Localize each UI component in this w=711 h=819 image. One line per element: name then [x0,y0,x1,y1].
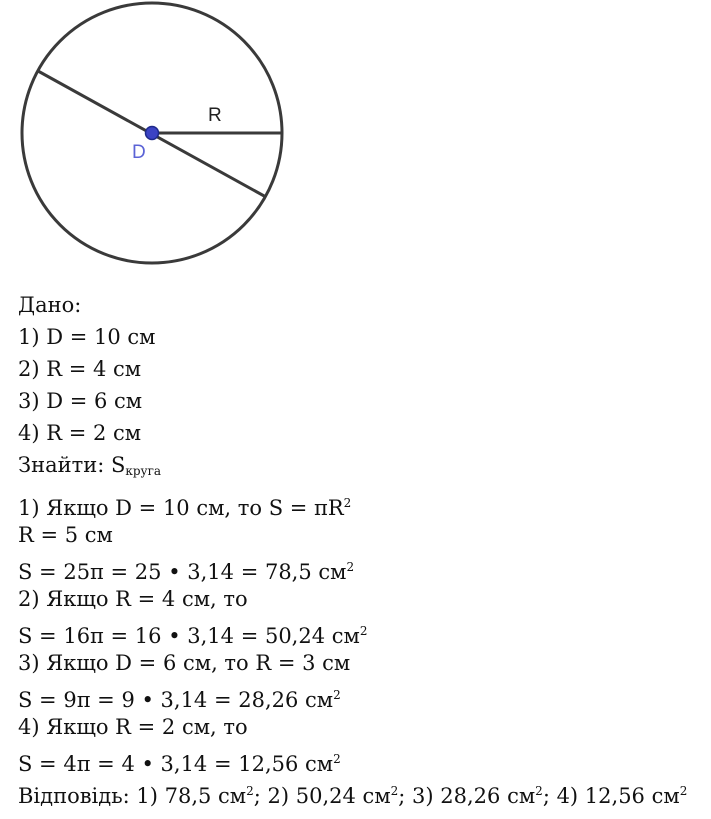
answer-part: ; 4) 12,56 см [542,784,680,808]
solution-line [18,487,708,519]
given-item: 3) D = 6 см [18,389,143,413]
given-heading: Дано: [18,293,82,317]
solution-line [18,615,708,647]
answer-part: ; 2) 50,24 см [253,784,391,808]
solution-line [18,711,708,743]
solution-line [18,679,708,711]
solution-line [18,743,708,775]
solution-line [18,519,708,551]
answer-sup: 2 [535,784,543,798]
answer-part: Відповідь: 1) 78,5 см [18,784,247,808]
answer-sup: 2 [246,784,254,798]
solution-text: 1) Якщо D = 10 см, то S = πR [18,496,344,520]
solution-sup: 2 [333,752,341,766]
solution-text: S = 25π = 25 • 3,14 = 78,5 см [18,560,347,584]
solution-text [18,289,708,807]
find-text: Знайти: S [18,453,126,477]
solution-text: 3) Якщо D = 6 см, то R = 3 см [18,651,351,675]
solution-text: S = 9π = 9 • 3,14 = 28,26 см [18,688,334,712]
solution-text: 4) Якщо R = 2 см, то [18,715,248,739]
solution-line [18,583,708,615]
answer-part: ; 3) 28,26 см [398,784,536,808]
label-r: R [208,105,222,126]
given-item: 4) R = 2 см [18,421,142,445]
solution-text: S = 16π = 16 • 3,14 = 50,24 см [18,624,360,648]
solution-sup: 2 [346,560,355,574]
solution-sup: 2 [359,624,368,638]
solution-line [18,647,708,679]
solution-text: 2) Якщо R = 4 см, то [18,587,248,611]
solution-text: R = 5 см [18,523,113,547]
answer-sup: 2 [390,784,399,798]
answer-sup: 2 [679,784,688,798]
solution-sup: 2 [333,688,341,702]
given-item: 2) R = 4 см [18,357,142,381]
answer-line [18,775,708,807]
find-line [18,449,708,481]
given-item: 1) D = 10 см [18,325,156,349]
solution-sup: 2 [343,496,352,510]
center-point [146,127,159,140]
find-subscript: круга [125,464,162,478]
label-d: D [132,142,146,163]
circle-diagram [0,0,300,275]
solution-text: S = 4π = 4 • 3,14 = 12,56 см [18,752,334,776]
solution-line [18,551,708,583]
